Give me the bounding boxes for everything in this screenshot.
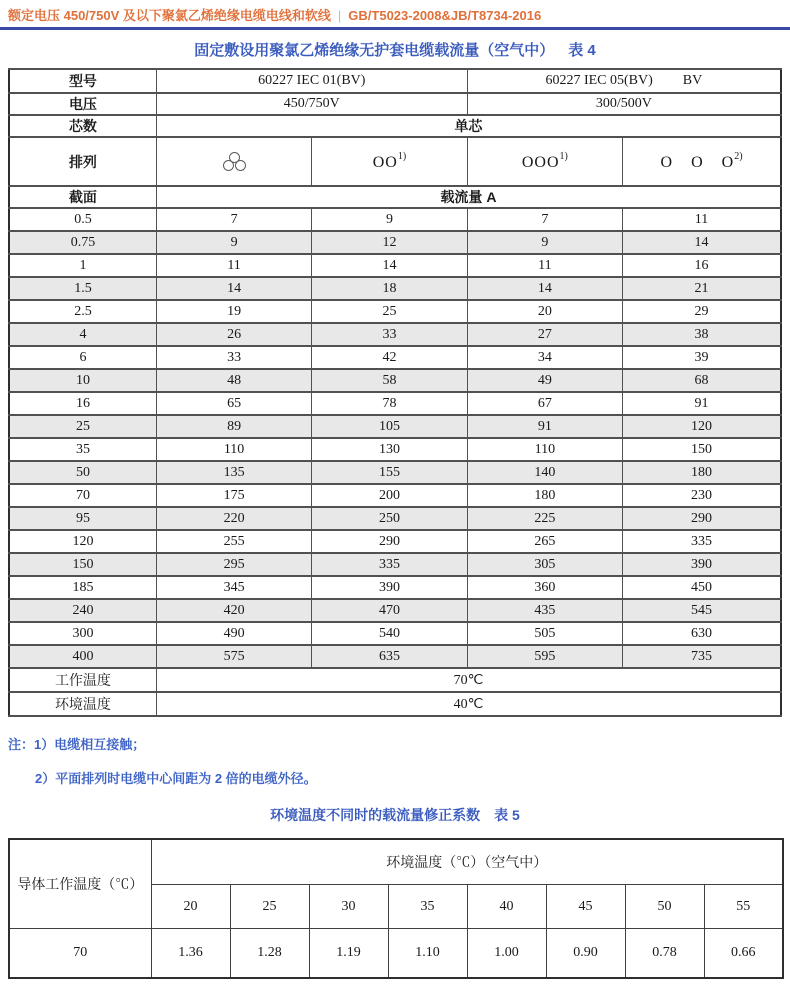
note-ref-1: 1) <box>559 151 568 162</box>
ampacity-value: 420 <box>156 599 311 622</box>
table4-title-text: 固定敷设用聚氯乙烯绝缘无护套电缆载流量（空气中） <box>194 42 555 59</box>
ampacity-value: 67 <box>467 392 622 415</box>
ambient-temperature-value: 35 <box>388 885 467 929</box>
table4-data-row <box>9 254 781 277</box>
ambient-temperature-value: 20 <box>151 885 230 929</box>
ampacity-value: 91 <box>623 392 781 415</box>
ampacity-value: 14 <box>467 277 622 300</box>
ampacity-value: 110 <box>156 438 311 461</box>
model-row-label: 型号 <box>9 69 156 93</box>
ampacity-value: 65 <box>156 392 311 415</box>
model-col1: 60227 IEC 01(BV) <box>156 69 467 93</box>
table4-row-cores <box>9 115 781 137</box>
section-value: 2.5 <box>9 300 156 323</box>
ampacity-value: 180 <box>467 484 622 507</box>
document-header <box>0 0 790 27</box>
ambient-temperature-value: 40 <box>467 885 546 929</box>
ampacity-value: 225 <box>467 507 622 530</box>
ampacity-value: 14 <box>312 254 467 277</box>
table4-label: 表 4 <box>568 42 596 59</box>
ampacity-value: 335 <box>312 553 467 576</box>
ampacity-value: 540 <box>312 622 467 645</box>
ampacity-value: 390 <box>312 576 467 599</box>
section-value: 4 <box>9 323 156 346</box>
table4-data-row <box>9 530 781 553</box>
note-ref-1: 1) <box>397 151 407 162</box>
ampacity-value: 48 <box>156 369 311 392</box>
table5-title <box>0 805 790 825</box>
header-standard-code: GB/T5023-2008&JB/T8734-2016 <box>348 8 542 23</box>
section-value: 1.5 <box>9 277 156 300</box>
header-title: 额定电压 450/750V 及以下聚氯乙烯绝缘电缆电线和软线 <box>8 8 331 23</box>
table4-data-row <box>9 645 781 668</box>
ampacity-value: 78 <box>312 392 467 415</box>
table4-data-row <box>9 484 781 507</box>
table4-data-row <box>9 231 781 254</box>
ampacity-value: 27 <box>467 323 622 346</box>
section-value: 35 <box>9 438 156 461</box>
ampacity-value: 200 <box>312 484 467 507</box>
header-divider: | <box>337 8 342 23</box>
section-value: 185 <box>9 576 156 599</box>
section-value: 300 <box>9 622 156 645</box>
section-value: 400 <box>9 645 156 668</box>
ambient-temp-label: 环境温度 <box>9 692 156 716</box>
ampacity-value: 38 <box>623 323 781 346</box>
table4-header-rows <box>9 69 781 208</box>
ampacity-value: 14 <box>623 231 781 254</box>
arrangement-cell-two-touching <box>312 137 467 186</box>
ampacity-value: 120 <box>623 415 781 438</box>
table5 <box>8 838 784 979</box>
table4-data-row <box>9 392 781 415</box>
ampacity-value: 105 <box>312 415 467 438</box>
ampacity-value: 295 <box>156 553 311 576</box>
voltage-col1: 450/750V <box>156 93 467 115</box>
ampacity-value: 470 <box>312 599 467 622</box>
ampacity-value: 255 <box>156 530 311 553</box>
ampacity-value: 290 <box>623 507 781 530</box>
section-row-label: 截面 <box>9 186 156 208</box>
arrangement-row-label: 排列 <box>9 137 156 186</box>
three-circles-touching-icon: OOO <box>521 154 560 171</box>
model-col2-extra: BV <box>682 73 703 88</box>
note-line-1: 注：1）电缆相互接触； <box>8 737 146 752</box>
ambient-temperature-value: 25 <box>230 885 309 929</box>
table4-row-section-header <box>9 186 781 208</box>
section-value: 10 <box>9 369 156 392</box>
table4-data-row <box>9 507 781 530</box>
ampacity-value: 89 <box>156 415 311 438</box>
section-value: 150 <box>9 553 156 576</box>
ampacity-value: 575 <box>156 645 311 668</box>
table4-row-arrangement <box>9 137 781 186</box>
table5-factors-row <box>9 929 783 979</box>
ampacity-value: 11 <box>623 208 781 231</box>
ampacity-value: 91 <box>467 415 622 438</box>
ampacity-value: 9 <box>312 208 467 231</box>
ampacity-value: 450 <box>623 576 781 599</box>
correction-factor-value: 1.00 <box>467 929 546 979</box>
table4-data-row <box>9 300 781 323</box>
ampacity-value: 435 <box>467 599 622 622</box>
ampacity-value: 140 <box>467 461 622 484</box>
table5-top-header: 环境温度（℃）（空气中） <box>151 839 783 885</box>
table5-header-row <box>9 839 783 885</box>
ampacity-value: 150 <box>623 438 781 461</box>
ampacity-value: 230 <box>623 484 781 507</box>
table5-left-header: 导体工作温度（℃） <box>9 839 151 929</box>
cores-value: 单芯 <box>156 115 781 137</box>
ampacity-value: 180 <box>623 461 781 484</box>
table4-row-working-temp <box>9 668 781 692</box>
ampacity-value: 68 <box>623 369 781 392</box>
ampacity-value: 110 <box>467 438 622 461</box>
arrangement-cell-three-touching <box>467 137 622 186</box>
arrangement-cell-three-spaced <box>623 137 781 186</box>
table4-data-row <box>9 553 781 576</box>
ampacity-value: 595 <box>467 645 622 668</box>
correction-factor-value: 0.78 <box>625 929 704 979</box>
note-ref-2: 2) <box>734 151 743 162</box>
ampacity-value: 305 <box>467 553 622 576</box>
voltage-col2: 300/500V <box>467 93 781 115</box>
model-col2: 60227 IEC 05(BV) BV <box>467 69 781 93</box>
ampacity-value: 26 <box>156 323 311 346</box>
table4-data-rows <box>9 208 781 668</box>
ampacity-value: 49 <box>467 369 622 392</box>
ampacity-value: 545 <box>623 599 781 622</box>
ampacity-value: 360 <box>467 576 622 599</box>
trefoil-circles-icon <box>222 152 246 171</box>
table4-row-model <box>9 69 781 93</box>
ampacity-value: 34 <box>467 346 622 369</box>
ambient-temp-value: 40℃ <box>156 692 781 716</box>
ampacity-value: 175 <box>156 484 311 507</box>
ampacity-value: 9 <box>467 231 622 254</box>
arrangement-cell-trefoil <box>156 137 311 186</box>
ampacity-value: 220 <box>156 507 311 530</box>
conductor-temp-value: 70 <box>9 929 151 979</box>
ampacity-value: 490 <box>156 622 311 645</box>
ampacity-value: 20 <box>467 300 622 323</box>
ampacity-value: 155 <box>312 461 467 484</box>
correction-factor-value: 1.10 <box>388 929 467 979</box>
table4-row-ambient-temp <box>9 692 781 716</box>
correction-factor-value: 0.66 <box>704 929 783 979</box>
section-value: 6 <box>9 346 156 369</box>
voltage-row-label: 电压 <box>9 93 156 115</box>
ampacity-value: 33 <box>156 346 311 369</box>
correction-factor-value: 1.19 <box>309 929 388 979</box>
ambient-temperature-value: 55 <box>704 885 783 929</box>
section-value: 240 <box>9 599 156 622</box>
ampacity-value: 135 <box>156 461 311 484</box>
table4-data-row <box>9 576 781 599</box>
capacity-header: 载流量 A <box>156 186 781 208</box>
ampacity-value: 21 <box>623 277 781 300</box>
ampacity-value: 130 <box>312 438 467 461</box>
table5-label: 表 5 <box>494 807 520 823</box>
ampacity-value: 7 <box>156 208 311 231</box>
ampacity-value: 14 <box>156 277 311 300</box>
section-value: 95 <box>9 507 156 530</box>
working-temp-value: 70℃ <box>156 668 781 692</box>
table4-data-row <box>9 346 781 369</box>
ampacity-value: 7 <box>467 208 622 231</box>
section-value: 0.75 <box>9 231 156 254</box>
correction-factor-value: 1.28 <box>230 929 309 979</box>
table4-data-row <box>9 415 781 438</box>
working-temp-label: 工作温度 <box>9 668 156 692</box>
ampacity-value: 390 <box>623 553 781 576</box>
note-line-2: 2）平面排列时电缆中心间距为 2 倍的电缆外径。 <box>35 771 317 786</box>
ampacity-value: 505 <box>467 622 622 645</box>
section-value: 50 <box>9 461 156 484</box>
ampacity-value: 11 <box>467 254 622 277</box>
ambient-temperature-value: 30 <box>309 885 388 929</box>
ampacity-value: 9 <box>156 231 311 254</box>
ampacity-value: 630 <box>623 622 781 645</box>
ampacity-value: 290 <box>312 530 467 553</box>
table4 <box>8 68 782 717</box>
ampacity-value: 16 <box>623 254 781 277</box>
ampacity-value: 58 <box>312 369 467 392</box>
section-value: 120 <box>9 530 156 553</box>
ampacity-value: 345 <box>156 576 311 599</box>
three-circles-spaced-icon: O O O <box>660 154 735 171</box>
correction-factor-value: 1.36 <box>151 929 230 979</box>
ampacity-value: 12 <box>312 231 467 254</box>
table4-data-row <box>9 599 781 622</box>
table4-data-row <box>9 323 781 346</box>
table4-data-row <box>9 438 781 461</box>
table4-data-row <box>9 461 781 484</box>
ampacity-value: 25 <box>312 300 467 323</box>
table4-data-row <box>9 622 781 645</box>
ampacity-value: 735 <box>623 645 781 668</box>
header-rule <box>0 27 790 30</box>
table4-data-row <box>9 208 781 231</box>
ampacity-value: 11 <box>156 254 311 277</box>
ampacity-value: 39 <box>623 346 781 369</box>
ampacity-value: 635 <box>312 645 467 668</box>
table4-data-row <box>9 277 781 300</box>
section-value: 1 <box>9 254 156 277</box>
table4-row-voltage <box>9 93 781 115</box>
ampacity-value: 335 <box>623 530 781 553</box>
table5-title-text: 环境温度不同时的载流量修正系数 <box>270 807 481 823</box>
section-value: 70 <box>9 484 156 507</box>
correction-factor-value: 0.90 <box>546 929 625 979</box>
ampacity-value: 33 <box>312 323 467 346</box>
table4-notes <box>8 734 790 787</box>
ampacity-value: 42 <box>312 346 467 369</box>
ambient-temperature-value: 45 <box>546 885 625 929</box>
cores-row-label: 芯数 <box>9 115 156 137</box>
two-circles-touching-icon: OO <box>372 154 398 171</box>
table4-data-row <box>9 369 781 392</box>
section-value: 25 <box>9 415 156 438</box>
table4-title <box>0 39 790 60</box>
ampacity-value: 250 <box>312 507 467 530</box>
ampacity-value: 29 <box>623 300 781 323</box>
ampacity-value: 265 <box>467 530 622 553</box>
section-value: 0.5 <box>9 208 156 231</box>
table4-footer-rows <box>9 668 781 716</box>
ambient-temperature-value: 50 <box>625 885 704 929</box>
ampacity-value: 19 <box>156 300 311 323</box>
ampacity-value: 18 <box>312 277 467 300</box>
section-value: 16 <box>9 392 156 415</box>
